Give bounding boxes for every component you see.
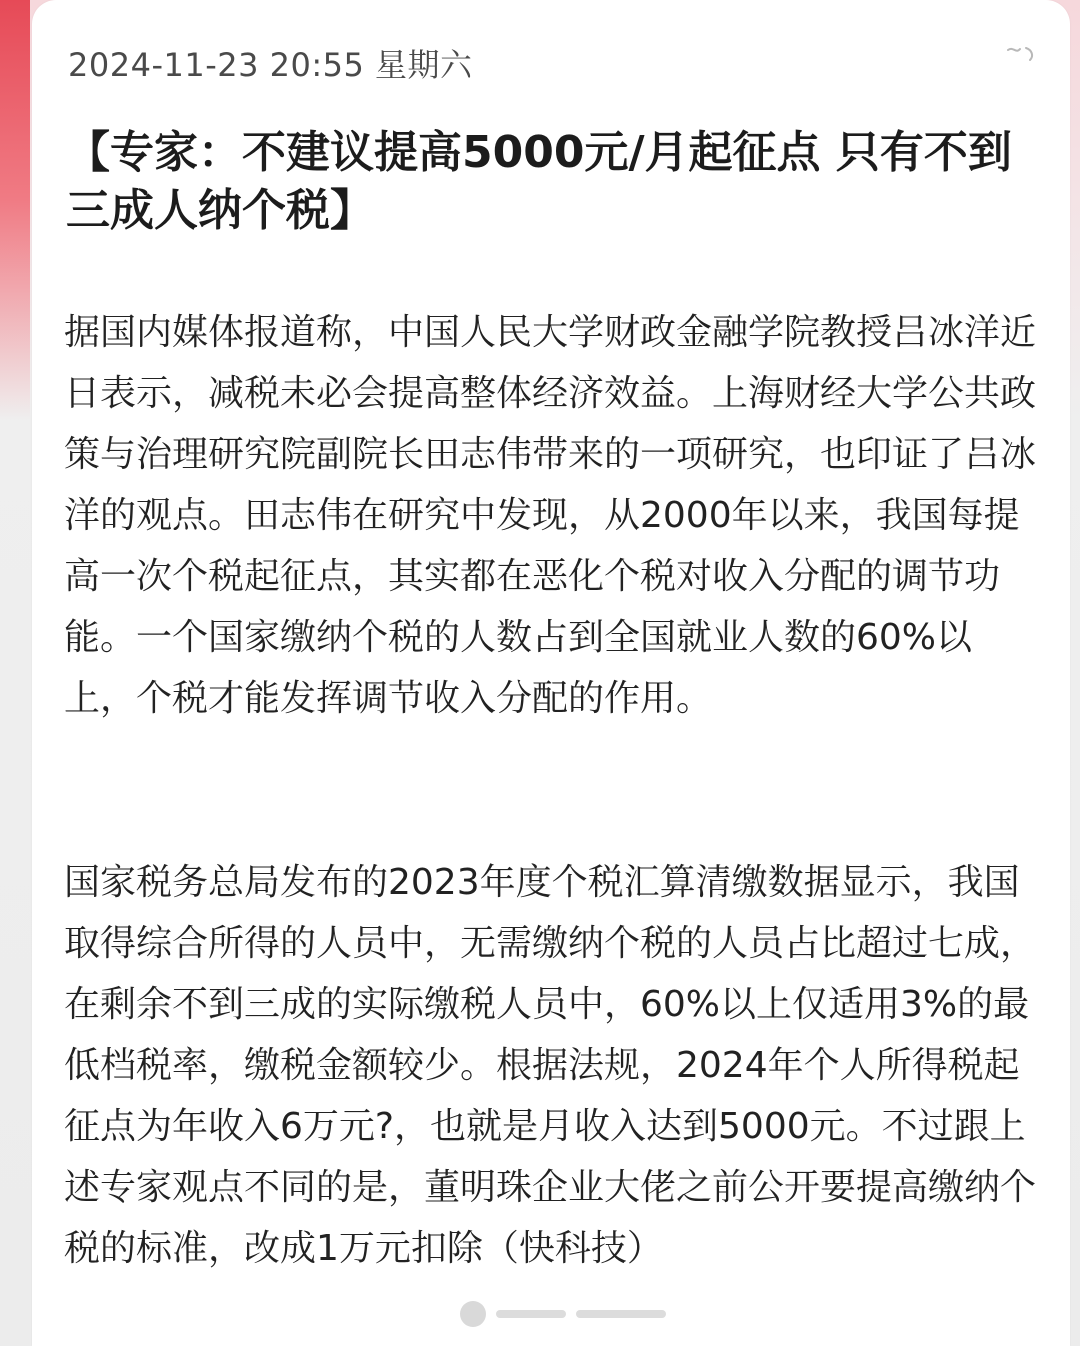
- watermark: [452, 1290, 680, 1338]
- watermark-logo-icon: [460, 1301, 486, 1327]
- squiggle-icon: [1004, 42, 1040, 66]
- watermark-bar: [496, 1310, 566, 1318]
- post-title: 【专家：不建议提高5000元/月起征点 只有不到三成人纳个税】: [66, 127, 1012, 236]
- paragraph-1: 据国内媒体报道称，中国人民大学财政金融学院教授吕冰洋近日表示，减税未必会提高整体经济效益。上海财经大学公共政策与治理研究院副院长田志伟带来的一项研究，也印证了吕冰洋的观点。田志伟在研究中发现，从2000年以来，我国每提高一次个税起征点，其实都在恶化个税对收入分配的调节功能。一个国家缴纳个税的人数占到全国就业人数的60%以上，个税才能发挥调节收入分配的作用。: [64, 312, 1037, 719]
- paragraph-2: 国家税务总局发布的2023年度个税汇算清缴数据显示，我国取得综合所得的人员中，无需缴纳个税的人员占比超过七成，在剩余不到三成的实际缴税人员中，60%以上仅适用3%的最低档税率，缴税金额较少。根据法规，2024年个人所得税起征点为年收入6万元?，也就是月收入达到5000元。不过跟上述专家观点不同的是，董明珠企业大佬之前公开要提高缴纳个税的标准，改成1万元扣除（快科技）: [64, 862, 1037, 1269]
- watermark-bar: [576, 1310, 666, 1318]
- post-card: [32, 0, 1070, 1346]
- post-date: 2024-11-23 20:55 星期六: [68, 46, 473, 84]
- left-accent-bar: [0, 0, 30, 420]
